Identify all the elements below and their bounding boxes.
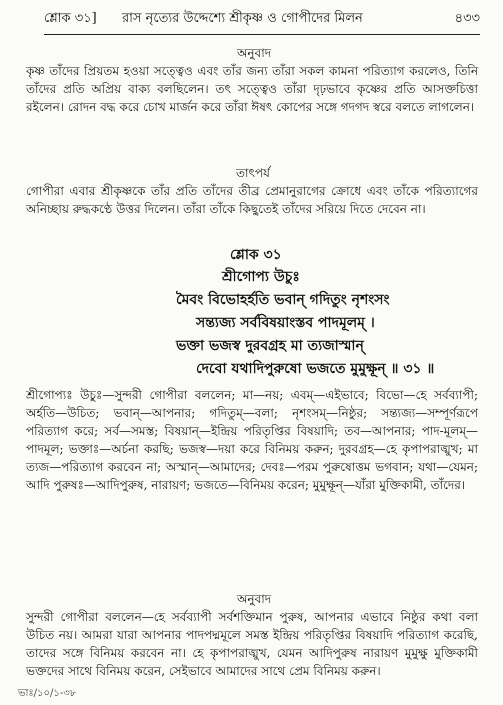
translation-text-2: সুন্দরী গোপীরা বললেন—হে সর্বব্যাপী সর্বশক্তিমান পুরুষ, আপনার এভাবে নিষ্ঠুর কথা বলা উচিত নয়। আমরা যারা আপনার পাদপদ্মমূলে সমস্ত ইন্দ্রিয় পরিতৃপ্তির বিষয়াদি পরিত্যাগ করেছি, তাদের সঙ্গে বিনিময় করবেন না। হে কৃপাপরাঙ্মুখ, যেমন আদিপুরুষ নারায়ণ মুমুক্ষু মুক্তিকামী ভক্তদের সাথে বিনিময় করেন, সেইভাবে আমাদের সাথে প্রেম বিনিময় করুন। [26,610,478,678]
synonyms-text: শ্রীগোপ্যঃ উচুঃ—সুন্দরী গোপীরা বললেন; মা—নয়; এবম্—এইভাবে; বিভো—হে সর্বব্যাপী; অর্হতি—উচিত; ভবান্—আপনার; গদিতুম্—বলা; নৃশংসম্—নিষ্ঠুর; সন্ত্যজ্য—সম্পূর্ণরূপে পরিত্যাগ করে; সর্ব—সমস্ত; বিষয়ান্—ইন্দ্রিয় পরিতৃপ্তির বিষয়াদি; তব—আপনার; পাদ-মূলম্—পাদমূল; ভক্তাঃ—অর্চনা করছি; ভজস্ব—দয়া করে বিনিময় করুন; দুরবগ্রহ—হে কৃপাপরাঙ্মুখ; মা ত্যজ—পরিত্যাগ করবেন না; অস্মান্—আমাদের; দেবঃ—পরম পুরুষোত্তম ভগবান; যথা—যেমন; আদি পুরুষঃ—আদিপুরুষ, নারায়ণ; ভজতে—বিনিময় করেন; মুমুক্ষূন্—যাঁরা মুক্তিকামী, তাঁদের। [26,388,478,492]
header-chapter-title: রাস নৃত্যের উদ্দেশ্যে শ্রীকৃষ্ণ ও গোপীদের মিলন [122,11,363,26]
verse-line-3: ভক্তা ভজস্ব দুরবগ্রহ মা ত্যজাস্মান্ [176,338,364,354]
purport-text: গোপীরা এবার শ্রীকৃষ্ণকে তাঁর প্রতি তাঁদের তীব্র প্রেমানুরাগের ক্রোধে এবং তাঁকে পরিত্যাগের অনিচ্ছায় রুদ্ধকণ্ঠে উত্তর দিলেন। তাঁরা তাঁকে কিছুতেই তাঁদের সরিয়ে দিতে দেবেন না। [26,184,478,216]
footer-reference: ভাঃ/১০/১-৩৮ [18,688,77,699]
page-number: ৪৩৩ [454,11,480,26]
verse-line-1: মৈবং বিভোহর্হতি ভবান্ গদিতুং নৃশংসং [176,292,390,308]
verse-line-4: দেবো যথাদিপুরুষো ভজতে মুমুক্ষূন্ ॥ ৩১ ॥ [196,361,435,377]
running-header [44,8,480,30]
header-rule [44,34,480,35]
translation-text: কৃষ্ণ তাঁদের প্রিয়তম হওয়া সত্ত্বেও এবং তাঁর জন্য তাঁরা সকল কামনা পরিত্যাগ করলেও, তিনি তাঁদের প্রতি অপ্রিয় বাক্য বলছিলেন। তৎ সত্ত্বেও তাঁরা দৃঢ়ভাবে কৃষ্ণের প্রতি আসক্তচিত্তা রইলেন। রোদন বদ্ধ করে চোখ মার্জন করে তাঁরা ঈষৎ কোপের সঙ্গে গদগদ স্বরে বলতে লাগলেন। [26,64,478,114]
translation-heading-2: অনুবাদ [237,592,272,606]
purport-heading: তাৎপর্য [236,166,270,180]
verse-line-2: সন্ত্যজ্য সর্ববিষয়াংস্তব পাদমূলম্ । [196,315,375,331]
translation-heading: অনুবাদ [237,46,272,60]
header-verse-ref: শ্লোক ৩১] [44,11,97,26]
verse-number-title: শ্লোক ৩১ [230,247,282,263]
verse-speaker: শ্রীগোপ্য উচুঃ [222,269,300,285]
